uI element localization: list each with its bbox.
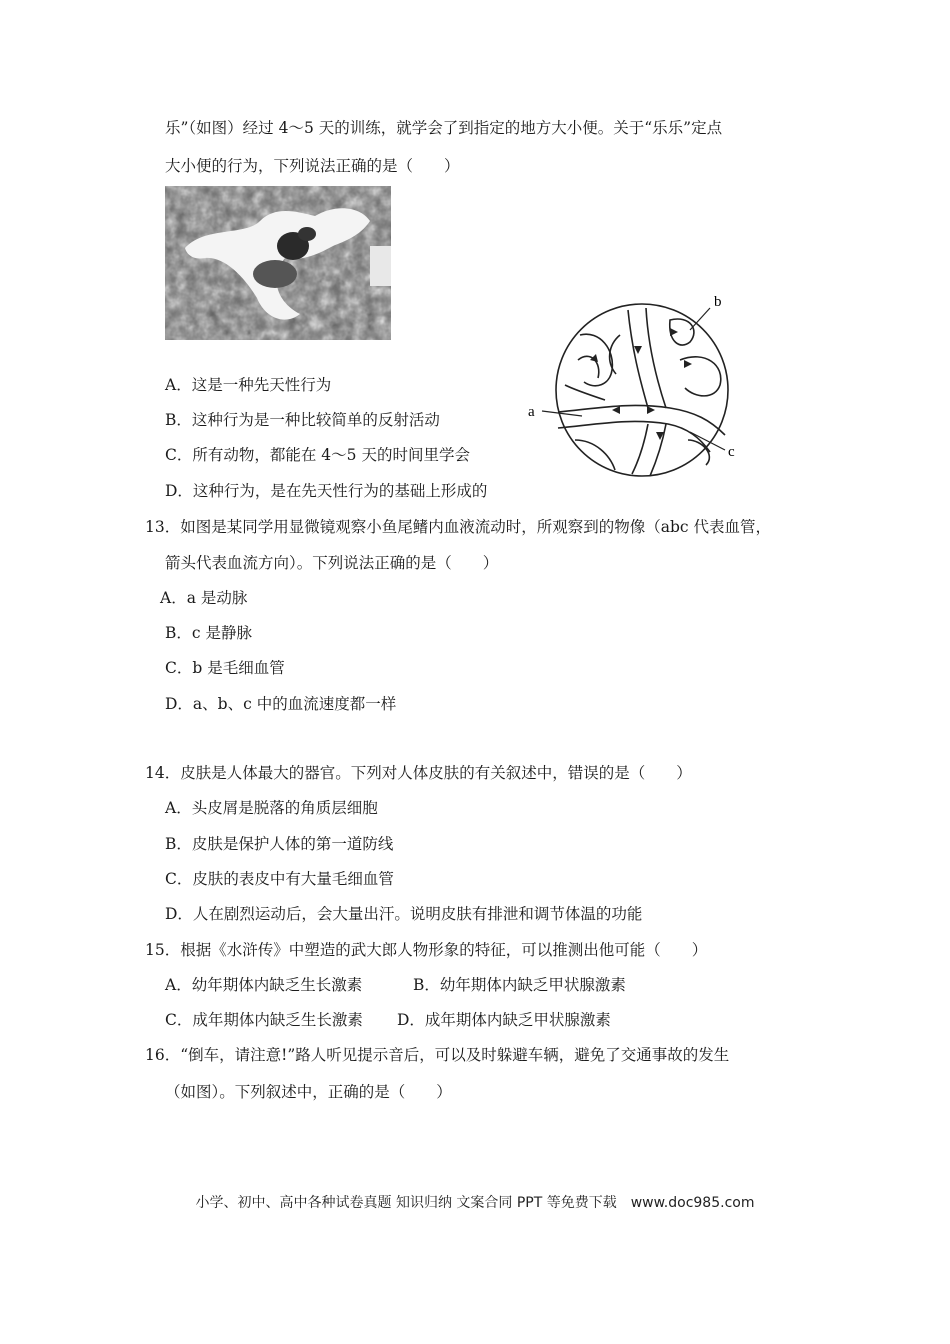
q13-option-b: B．c 是静脉 — [165, 624, 252, 642]
q16-text-line1: 16．“倒车，请注意!”路人听见提示音后，可以及时躲避车辆，避免了交通事故的发生 — [145, 1046, 730, 1064]
q12-text-line2: 大小便的行为，下列说法正确的是（ ） — [165, 157, 460, 175]
diagram-label-b: b — [714, 294, 722, 310]
q13-option-c: C．b 是毛细血管 — [165, 659, 285, 677]
q15-option-c: C．成年期体内缺乏生长激素 — [165, 1011, 363, 1029]
q12-text-line1: 乐”（如图）经过 4～5 天的训练，就学会了到指定的地方大小便。关于“乐乐”定点 — [165, 119, 723, 137]
q14-option-d: D．人在剧烈运动后，会大量出汗。说明皮肤有排泄和调节体温的功能 — [165, 905, 643, 923]
q13-text-line1: 13．如图是某同学用显微镜观察小鱼尾鳍内血液流动时，所观察到的物像（abc 代表血管， — [145, 518, 771, 536]
q12-option-a: A．这是一种先天性行为 — [165, 376, 332, 394]
dog-photo-image — [165, 186, 391, 340]
diagram-label-c: c — [728, 444, 735, 460]
q13-option-a: A．a 是动脉 — [160, 589, 248, 607]
blood-vessel-diagram — [520, 290, 750, 490]
q12-option-d: D．这种行为，是在先天性行为的基础上形成的 — [165, 482, 488, 500]
q13-option-d: D．a、b、c 中的血流速度都一样 — [165, 695, 397, 713]
q15-option-b: B．幼年期体内缺乏甲状腺激素 — [413, 976, 626, 994]
q14-option-a: A．头皮屑是脱落的角质层细胞 — [165, 799, 378, 817]
dog-photo — [165, 186, 391, 340]
blood-vessel-drawing — [520, 290, 750, 490]
q12-option-b: B．这种行为是一种比较简单的反射活动 — [165, 411, 440, 429]
q16-text-line2: （如图）。下列叙述中，正确的是（ ） — [165, 1083, 452, 1101]
page-footer: 小学、初中、高中各种试卷真题 知识归纳 文案合同 PPT 等免费下载 www.doc985.com — [195, 1195, 755, 1211]
diagram-label-a: a — [528, 404, 535, 420]
q12-option-c: C．所有动物，都能在 4～5 天的时间里学会 — [165, 446, 470, 464]
q14-option-c: C．皮肤的表皮中有大量毛细血管 — [165, 870, 394, 888]
q14-text-line1: 14．皮肤是人体最大的器官。下列对人体皮肤的有关叙述中，错误的是（ ） — [145, 764, 692, 782]
q15-option-d: D．成年期体内缺乏甲状腺激素 — [397, 1011, 611, 1029]
q15-text-line1: 15．根据《水浒传》中塑造的武大郎人物形象的特征，可以推测出他可能（ ） — [145, 941, 708, 959]
q14-option-b: B．皮肤是保护人体的第一道防线 — [165, 835, 394, 853]
q15-option-a: A．幼年期体内缺乏生长激素 — [165, 976, 363, 994]
q13-text-line2: 箭头代表血流方向）。下列说法正确的是（ ） — [165, 554, 499, 572]
